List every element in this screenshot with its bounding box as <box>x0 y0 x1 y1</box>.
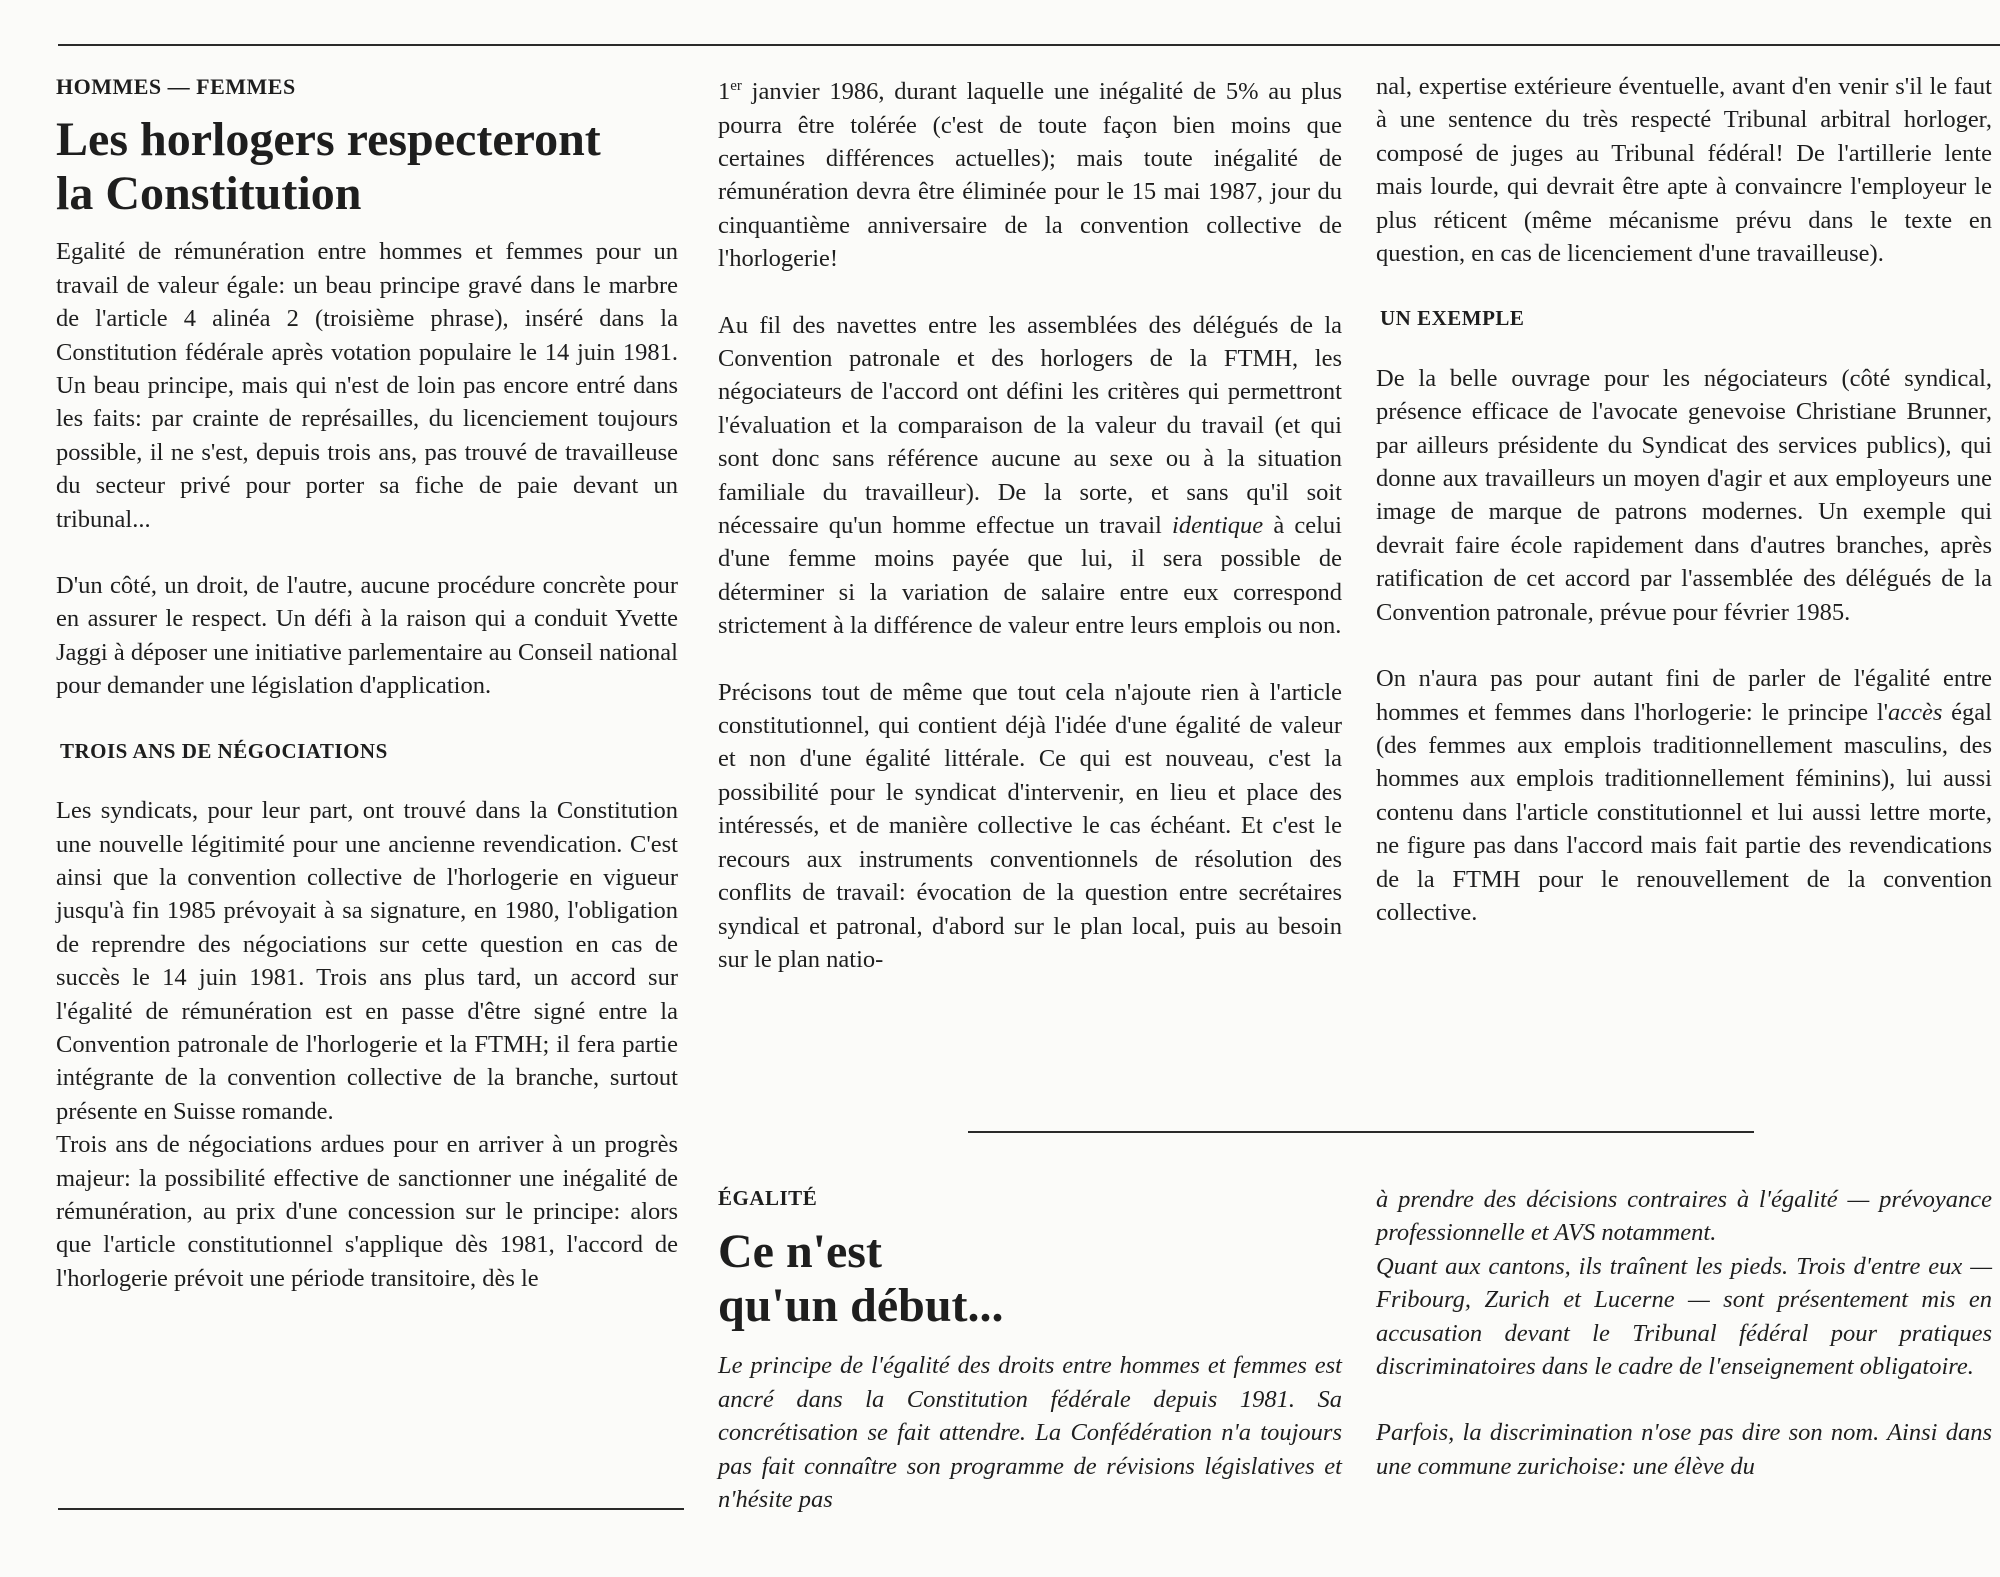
bottom-rule-left <box>58 1508 684 1510</box>
mid-rule <box>968 1131 1754 1133</box>
article1-paragraph-9: De la belle ouvrage pour les négociateurs (côté syndical, présence efficace de l'avocate genevoise Christiane Brunner, par ailleurs présidente du Syndicat des services publics), qui donne aux travailleurs un moyen d'agir et aux employeurs une image de marque de patrons modernes. Un exemple qui devrait faire école rapidement dans d'autres branches, après ratification de cet accord par l'assemblée des délégués de la Convention patronale, prévue pour février 1985. <box>1376 364 1992 626</box>
top-rule <box>58 44 2000 46</box>
article1-paragraph-1: Egalité de rémunération entre hommes et femmes pour un travail de valeur égale: un beau principe gravé dans le marbre de l'article 4 alinéa 2 (troisième phrase), inséré dans la Constitution fédérale après votation populaire le 14 juin 1981. Un beau principe, mais qui n'est de loin pas encore entré dans les faits: par crainte de représailles, du licenciement toujours possible, il ne s'est, depuis trois ans, pas trouvé de travailleuse du secteur privé pour porter sa fiche de paie devant un tribunal... <box>56 238 678 533</box>
article1-headline-line1: Les horlogers respecteront <box>56 113 601 167</box>
article2-paragraph-1: Le principe de l'égalité des droits entre hommes et femmes est ancré dans la Constitution fédérale depuis 1981. Sa concrétisation se fait attendre. La Confédération n'a toujours pas fait connaître son programme de révisions législatives et n'hésite pas <box>718 1352 1342 1514</box>
article1-kicker: HOMMES — FEMMES <box>56 74 296 99</box>
column-2 <box>718 70 1342 976</box>
article1-p10-em: accès <box>1888 698 1943 726</box>
article1-paragraph-8: nal, expertise extérieure éventuelle, avant d'en venir s'il le faut à une sentence du très respecté Tribunal arbitral horloger, composé de juges au Tribunal fédéral! De l'artillerie lente mais lourde, qui devrait être apte à convaincre l'employeur le plus réticent (même mécanisme prévu dans le texte en question, en cas de licenciement d'une travailleuse). <box>1376 73 1992 268</box>
article2-paragraph-3: Quant aux cantons, ils traînent les pieds. Trois d'entre eux — Fribourg, Zurich et Lucerne — sont présentement mis en accusation devant le Tribunal fédéral pour pratiques discriminatoires dans le cadre de l'enseignement obligatoire. <box>1376 1252 1992 1381</box>
article2-headline-line1: Ce n'est <box>718 1225 882 1279</box>
article2-column-left <box>718 1182 1342 1516</box>
article1-subhead-negociations: TROIS ANS DE NÉGOCIATIONS <box>60 738 388 763</box>
article1-p5-sup: er <box>730 78 742 94</box>
article1-headline <box>56 113 678 221</box>
article1-p5-text: janvier 1986, durant laquelle une inégalité de 5% au plus pourra être tolérée (c'est de toute façon bien moins que certaines différences actuelles); mais toute inégalité de rémunération devra être éliminée pour le 15 mai 1987, jour du cinquantième anniversaire de la convention collective de l'horlogerie! <box>718 78 1342 273</box>
article2-column-right <box>1376 1183 1992 1483</box>
article1-p5-day: 1 <box>718 78 731 106</box>
article1-paragraph-2: D'un côté, un droit, de l'autre, aucune procédure concrète pour en assurer le respect. Un défi à la raison qui a conduit Yvette Jaggi à déposer une initiative parlementaire au Conseil national pour demander une législation d'application. <box>56 572 678 700</box>
article1-p10-b: égal (des femmes aux emplois traditionnellement masculins, des hommes aux emplois traditionnellement féminins), lui aussi contenu dans l'article constitutionnel et lui aussi lettre morte, ne figure pas dans l'accord mais fait partie des revendications de la FTMH pour le renouvellement de la convention collective. <box>1376 698 1992 926</box>
article2-kicker: ÉGALITÉ <box>718 1186 818 1210</box>
article2-paragraph-2: à prendre des décisions contraires à l'égalité — prévoyance professionnelle et AVS notamment. <box>1376 1186 1992 1247</box>
article1-p10-a: On n'aura pas pour autant fini de parler de l'égalité entre hommes et femmes dans l'horlogerie: le principe l' <box>1376 665 1992 726</box>
article1-paragraph-3: Les syndicats, pour leur part, ont trouvé dans la Constitution une nouvelle légitimité pour une ancienne revendication. C'est ainsi que la convention collective de l'horlogerie en vigueur jusqu'à fin 1985 prévoyait à sa signature, en 1980, l'obligation de reprendre des négociations sur cette question en cas de succès le 14 juin 1981. Trois ans plus tard, un accord sur l'égalité de rémunération est en passe d'être signé entre la Convention patronale de l'horlogerie et la FTMH; il fera partie intégrante de la convention collective de la branche, surtout présente en Suisse romande. <box>56 797 678 1125</box>
article1-paragraph-7: Précisons tout de même que tout cela n'ajoute rien à l'article constitutionnel, qui contient déjà l'idée d'une égalité de valeur et non d'une égalité littérale. Ce qui est nouveau, c'est la possibilité pour le syndicat d'intervenir, en lieu et place des intéressés, et de manière collective le cas échéant. Et c'est le recours aux instruments conventionnels de résolution des conflits de travail: évocation de la question entre secrétaires syndical et patronal, d'abord sur le plan local, puis au besoin sur le plan natio- <box>718 678 1342 973</box>
article1-paragraph-6 <box>718 309 1342 643</box>
column-3 <box>1376 70 1992 929</box>
article1-p6-b: à celui d'une femme moins payée que lui, il sera possible de déterminer si la variation de salaire entre eux correspond strictement à la différence de valeur entre leurs emplois ou non. <box>718 512 1342 640</box>
article1-headline-line2: la Constitution <box>56 167 362 221</box>
article1-paragraph-4: Trois ans de négociations ardues pour en arriver à un progrès majeur: la possibilité effective de sanctionner une inégalité de rémunération, au prix d'une concession sur le principe: alors que l'article constitutionnel s'applique dès 1981, l'accord de l'horlogerie prévoit une période transitoire, dès le <box>56 1131 678 1292</box>
article1-p6-a: Au fil des navettes entre les assemblées des délégués de la Convention patronale et des horlogers de la FTMH, les négociateurs de l'accord ont défini les critères qui permettront l'évaluation et la comparaison de la valeur du travail (et qui sont donc sans référence aucune au sexe ou à la situation familiale du travailleur). De la sorte, et sans qu'il soit nécessaire qu'un homme effectue un travail <box>718 311 1342 540</box>
article1-paragraph-10 <box>1376 662 1992 929</box>
article2-headline <box>718 1225 1342 1333</box>
article2-paragraph-4: Parfois, la discrimination n'ose pas dire son nom. Ainsi dans une commune zurichoise: une élève du <box>1376 1419 1992 1480</box>
article2-headline-line2: qu'un début... <box>718 1279 1004 1333</box>
article1-paragraph-5 <box>718 70 1342 276</box>
article1-p6-em: identique <box>1172 512 1264 540</box>
article1-subhead-exemple: UN EXEMPLE <box>1380 306 1525 331</box>
column-1 <box>56 70 678 1295</box>
